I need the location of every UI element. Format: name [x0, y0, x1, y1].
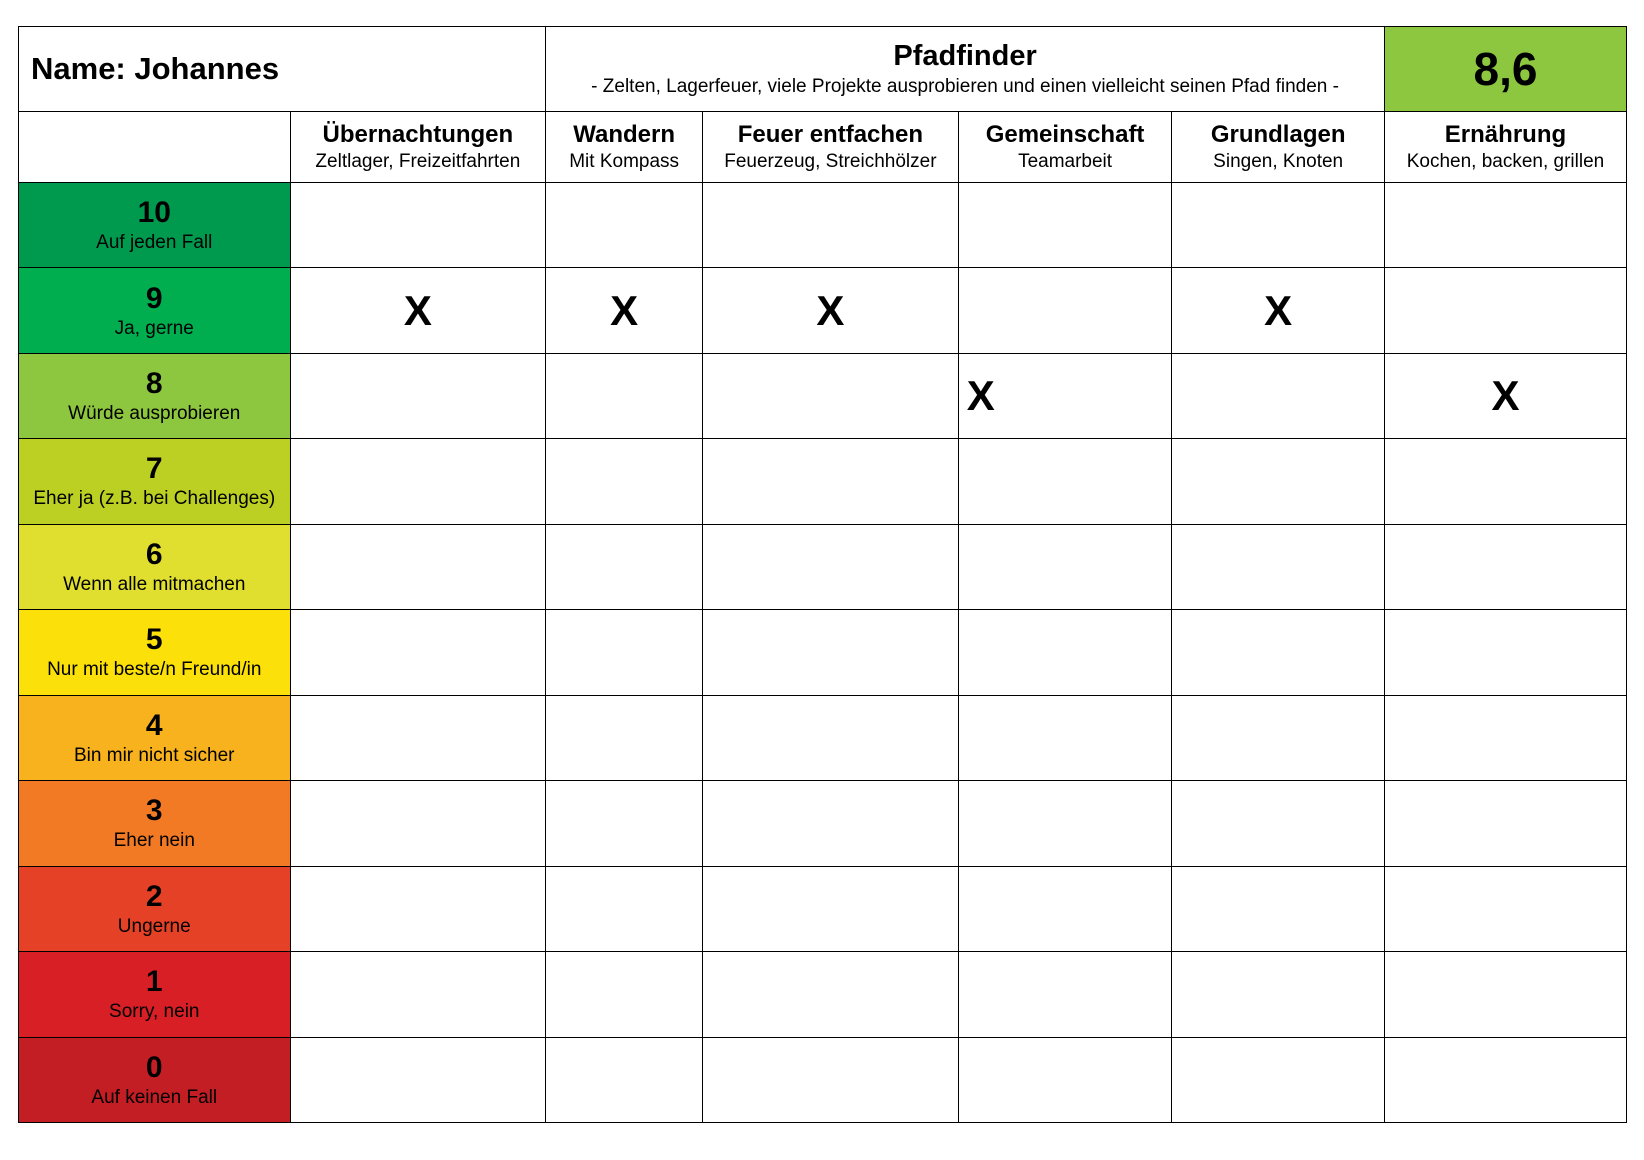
rating-cell[interactable]: [290, 781, 546, 866]
level-label-cell: [19, 695, 291, 780]
level-row: [19, 610, 1627, 695]
level-label-cell: [19, 353, 291, 438]
level-description: Nur mit beste/n Freund/in: [47, 659, 262, 681]
level-row: [19, 695, 1627, 780]
rating-cell[interactable]: [1384, 952, 1626, 1037]
level-description: Würde ausprobieren: [68, 403, 241, 425]
column-header: [703, 112, 959, 182]
level-label-cell: [19, 182, 291, 267]
rating-cell[interactable]: [290, 524, 546, 609]
column-title: Übernachtungen: [322, 121, 514, 149]
rating-cell[interactable]: [1384, 866, 1626, 951]
level-label-cell: [19, 781, 291, 866]
rating-cell[interactable]: [290, 866, 546, 951]
rating-cell[interactable]: [546, 781, 703, 866]
level-value: 7: [145, 452, 163, 486]
rating-cell[interactable]: [290, 268, 546, 353]
rating-cell[interactable]: [290, 1037, 546, 1122]
header-corner-cell: [19, 112, 291, 182]
rating-cell[interactable]: [1172, 610, 1385, 695]
level-row: [19, 353, 1627, 438]
level-description: Ja, gerne: [114, 317, 194, 339]
rating-cell[interactable]: [1172, 182, 1385, 267]
level-row: [19, 268, 1627, 353]
column-title: Wandern: [573, 121, 676, 149]
column-header: [546, 112, 703, 182]
rating-cell[interactable]: [703, 524, 959, 609]
level-label-cell: [19, 866, 291, 951]
rating-cell[interactable]: [546, 695, 703, 780]
column-header: [958, 112, 1172, 182]
level-value: 1: [145, 965, 163, 999]
rating-cell[interactable]: [1172, 268, 1385, 353]
rating-cell[interactable]: [958, 1037, 1172, 1122]
rating-mark: X: [1264, 286, 1293, 334]
sheet-subtitle: - Zelten, Lagerfeuer, viele Projekte ausprobieren und einen vielleicht seinen Pfad finden -: [591, 76, 1339, 98]
level-label-cell: [19, 439, 291, 524]
level-value: 5: [145, 623, 163, 657]
level-label-cell: [19, 1037, 291, 1122]
rating-cell[interactable]: [1172, 1037, 1385, 1122]
score-badge: 8,6: [1384, 27, 1626, 112]
rating-cell[interactable]: [703, 353, 959, 438]
title-cell: [546, 27, 1385, 112]
rating-cell[interactable]: [958, 610, 1172, 695]
rating-cell[interactable]: [546, 952, 703, 1037]
column-header: [290, 112, 546, 182]
level-row: [19, 1037, 1627, 1122]
rating-cell[interactable]: [958, 695, 1172, 780]
level-row: [19, 866, 1627, 951]
column-header: [1172, 112, 1385, 182]
sheet-title: Pfadfinder: [893, 40, 1037, 73]
column-subtitle: Feuerzeug, Streichhölzer: [724, 151, 937, 173]
level-label-cell: [19, 524, 291, 609]
level-rows: [19, 182, 1627, 1122]
level-label-cell: [19, 952, 291, 1037]
rating-cell[interactable]: [290, 439, 546, 524]
level-row: [19, 524, 1627, 609]
column-title: Gemeinschaft: [985, 121, 1145, 149]
column-subtitle: Teamarbeit: [1018, 151, 1113, 173]
rating-cell[interactable]: [958, 353, 1172, 438]
level-description: Auf keinen Fall: [91, 1086, 218, 1108]
rating-cell[interactable]: [703, 268, 959, 353]
level-description: Sorry, nein: [109, 1001, 200, 1023]
rating-cell[interactable]: [703, 439, 959, 524]
rating-cell[interactable]: [1172, 439, 1385, 524]
rating-mark: X: [966, 372, 995, 420]
rating-cell[interactable]: [703, 866, 959, 951]
level-description: Eher nein: [113, 830, 195, 852]
rating-cell[interactable]: [958, 952, 1172, 1037]
rating-cell[interactable]: [958, 182, 1172, 267]
rating-mark: X: [610, 286, 639, 334]
rating-cell[interactable]: [958, 524, 1172, 609]
rating-cell[interactable]: [703, 695, 959, 780]
rating-cell[interactable]: [703, 952, 959, 1037]
column-subtitle: Kochen, backen, grillen: [1406, 151, 1605, 173]
rating-cell[interactable]: [290, 695, 546, 780]
rating-cell[interactable]: [546, 268, 703, 353]
level-value: 10: [137, 196, 171, 230]
level-row: [19, 781, 1627, 866]
rating-cell[interactable]: [1172, 866, 1385, 951]
column-title: Feuer entfachen: [737, 121, 924, 149]
rating-cell[interactable]: [546, 610, 703, 695]
column-header: [1384, 112, 1626, 182]
level-description: Bin mir nicht sicher: [74, 744, 235, 766]
rating-cell[interactable]: [1172, 952, 1385, 1037]
rating-cell[interactable]: [1384, 268, 1626, 353]
rating-cell[interactable]: [1384, 353, 1626, 438]
rating-cell[interactable]: [703, 781, 959, 866]
rating-cell[interactable]: [958, 781, 1172, 866]
column-title: Ernährung: [1444, 121, 1567, 149]
rating-cell[interactable]: [1172, 695, 1385, 780]
level-value: 9: [145, 281, 163, 315]
rating-cell[interactable]: [546, 182, 703, 267]
name-label: Name: Johannes: [19, 27, 546, 112]
level-description: Eher ja (z.B. bei Challenges): [33, 488, 276, 510]
rating-cell[interactable]: [546, 353, 703, 438]
column-subtitle: Singen, Knoten: [1213, 151, 1344, 173]
rating-cell[interactable]: [546, 866, 703, 951]
level-row: [19, 952, 1627, 1037]
rating-cell[interactable]: [703, 1037, 959, 1122]
rating-cell[interactable]: [1384, 610, 1626, 695]
rating-cell[interactable]: [290, 952, 546, 1037]
title-row: [19, 27, 1627, 112]
rating-cell[interactable]: [290, 353, 546, 438]
rating-cell[interactable]: [1172, 781, 1385, 866]
rating-cell[interactable]: [546, 439, 703, 524]
rating-mark: X: [816, 286, 845, 334]
level-value: 0: [145, 1050, 163, 1084]
level-description: Auf jeden Fall: [96, 232, 213, 254]
column-header-row: [19, 112, 1627, 182]
rating-cell[interactable]: [290, 182, 546, 267]
rating-cell[interactable]: [703, 610, 959, 695]
rating-mark: X: [403, 286, 432, 334]
column-title: Grundlagen: [1210, 121, 1346, 149]
rating-cell[interactable]: [546, 1037, 703, 1122]
rating-cell[interactable]: [958, 268, 1172, 353]
rating-cell[interactable]: [1384, 524, 1626, 609]
rating-cell[interactable]: [290, 610, 546, 695]
rating-cell[interactable]: [546, 524, 703, 609]
level-value: 3: [145, 794, 163, 828]
level-value: 6: [145, 537, 163, 571]
rating-cell[interactable]: [958, 866, 1172, 951]
rating-cell[interactable]: [1172, 524, 1385, 609]
level-description: Wenn alle mitmachen: [63, 573, 246, 595]
level-label-cell: [19, 610, 291, 695]
column-subtitle: Mit Kompass: [569, 151, 680, 173]
rating-mark: X: [1491, 372, 1520, 420]
level-value: 2: [145, 879, 163, 913]
rating-sheet: [18, 26, 1627, 1123]
rating-cell[interactable]: [1172, 353, 1385, 438]
level-row: [19, 439, 1627, 524]
rating-cell[interactable]: [1384, 1037, 1626, 1122]
column-subtitle: Zeltlager, Freizeitfahrten: [315, 151, 521, 173]
level-value: 8: [145, 367, 163, 401]
rating-cell[interactable]: [1384, 781, 1626, 866]
level-label-cell: [19, 268, 291, 353]
level-description: Ungerne: [117, 915, 191, 937]
rating-cell[interactable]: [703, 182, 959, 267]
rating-cell[interactable]: [1384, 695, 1626, 780]
rating-cell[interactable]: [1384, 182, 1626, 267]
rating-cell[interactable]: [958, 439, 1172, 524]
level-row: [19, 182, 1627, 267]
rating-cell[interactable]: [1384, 439, 1626, 524]
level-value: 4: [145, 708, 163, 742]
